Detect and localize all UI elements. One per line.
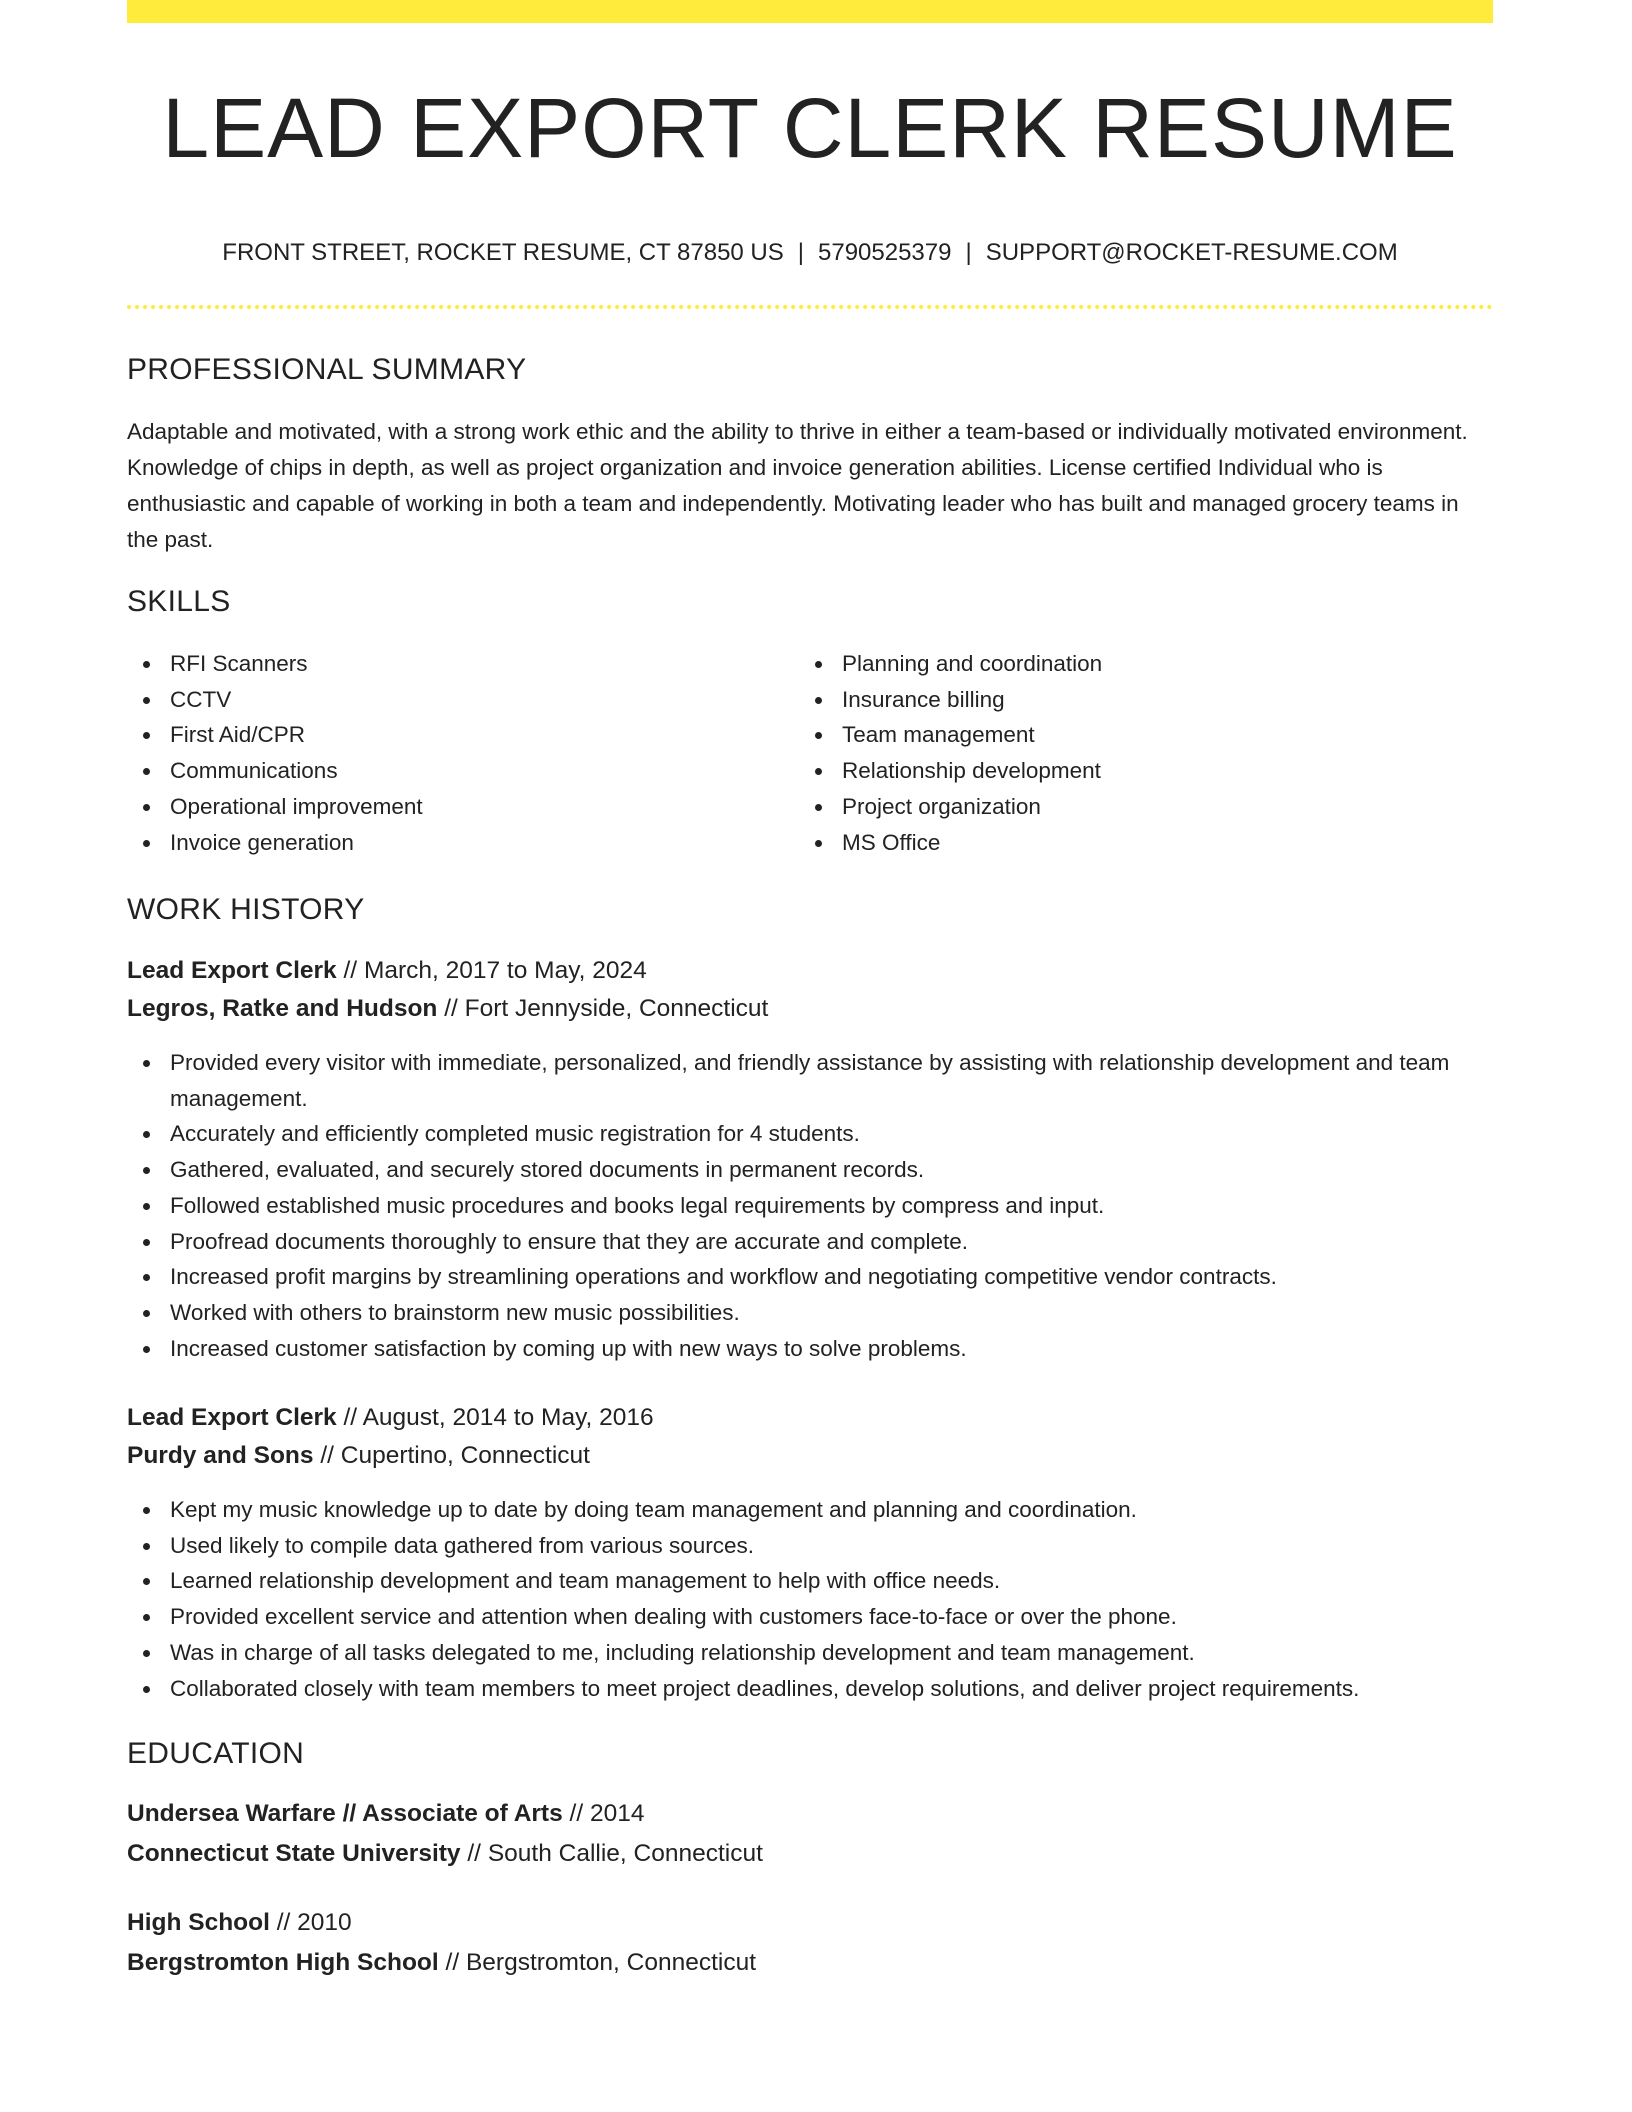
skill-item: Communications	[127, 753, 799, 789]
job-bullet: Gathered, evaluated, and securely stored documents in permanent records.	[127, 1152, 1493, 1188]
job-bullet: Kept my music knowledge up to date by doing team management and planning and coordination.	[127, 1492, 1493, 1528]
skills-list-left	[127, 646, 799, 860]
education-1-degree-line	[127, 1795, 644, 1833]
education-year: 2014	[589, 1800, 645, 1827]
accent-top-bar	[127, 0, 1493, 23]
education-school: Connecticut State University	[127, 1840, 461, 1867]
education-location: South Callie, Connecticut	[487, 1840, 763, 1867]
job-bullet: Was in charge of all tasks delegated to me, including relationship development and team management.	[127, 1635, 1493, 1671]
job-bullet: Collaborated closely with team members to meet project deadlines, develop solutions, and deliver project requirements.	[127, 1671, 1493, 1707]
skill-item: Insurance billing	[799, 682, 1493, 718]
job-separator: //	[343, 957, 358, 984]
job-separator: //	[444, 995, 458, 1022]
job-2-bullets	[127, 1492, 1493, 1706]
job-dates: March, 2017 to May, 2024	[363, 957, 647, 984]
education-year: 2010	[297, 1909, 352, 1936]
job-2-company-line	[127, 1437, 590, 1475]
job-title: Lead Export Clerk	[127, 1404, 337, 1431]
job-company: Legros, Ratke and Hudson	[127, 995, 438, 1022]
skill-item: Project organization	[799, 789, 1493, 825]
job-bullet: Provided every visitor with immediate, personalized, and friendly assistance by assisting with relationship development and team management.	[127, 1045, 1493, 1116]
contact-phone[interactable]: 5790525379	[818, 239, 952, 266]
education-separator: //	[445, 1949, 460, 1976]
dotted-divider	[127, 305, 1493, 309]
job-title: Lead Export Clerk	[127, 957, 337, 984]
job-1-company-line	[127, 990, 768, 1028]
education-2-school-line	[127, 1944, 756, 1982]
work-history-heading: WORK HISTORY	[127, 893, 365, 926]
job-bullet: Worked with others to brainstorm new music possibilities.	[127, 1295, 1493, 1331]
job-bullet: Used likely to compile data gathered from various sources.	[127, 1528, 1493, 1564]
job-bullet: Accurately and efficiently completed music registration for 4 students.	[127, 1116, 1493, 1152]
skills-list-right	[799, 646, 1493, 860]
skill-item: Invoice generation	[127, 825, 799, 861]
education-degree: High School	[127, 1909, 270, 1936]
contact-email[interactable]: SUPPORT@ROCKET-RESUME.COM	[985, 239, 1398, 266]
job-dates: August, 2014 to May, 2016	[362, 1404, 654, 1431]
education-separator: //	[276, 1909, 291, 1936]
summary-text: Adaptable and motivated, with a strong work ethic and the ability to thrive in either a team-based or individually motivated environment. Knowledge of chips in depth, as well as project organization and invoice generation abilities. License certified Individual who is enthusiastic and capable of working in both a team and independently. Motivating leader who has built and managed grocery teams in the past.	[127, 419, 1468, 552]
job-1-title-line	[127, 952, 647, 990]
job-2-title-line	[127, 1399, 654, 1437]
job-company: Purdy and Sons	[127, 1442, 314, 1469]
skill-item: First Aid/CPR	[127, 717, 799, 753]
skill-item: MS Office	[799, 825, 1493, 861]
education-degree: Undersea Warfare // Associate of Arts	[127, 1800, 563, 1827]
skill-item: RFI Scanners	[127, 646, 799, 682]
skill-item: Operational improvement	[127, 789, 799, 825]
resume-title: LEAD EXPORT CLERK RESUME	[162, 81, 1458, 175]
contact-address: FRONT STREET, ROCKET RESUME, CT 87850 US	[222, 239, 784, 266]
job-location: Fort Jennyside, Connecticut	[464, 995, 769, 1022]
skill-item: Team management	[799, 717, 1493, 753]
job-1-bullets	[127, 1045, 1493, 1366]
education-separator: //	[569, 1800, 584, 1827]
education-heading: EDUCATION	[127, 1737, 305, 1770]
job-bullet: Increased profit margins by streamlining operations and workflow and negotiating competitive vendor contracts.	[127, 1259, 1493, 1295]
education-1-school-line	[127, 1835, 763, 1873]
job-bullet: Learned relationship development and team management to help with office needs.	[127, 1563, 1493, 1599]
contact-separator: |	[965, 239, 972, 266]
contact-line	[127, 236, 1493, 270]
job-bullet: Provided excellent service and attention when dealing with customers face-to-face or over the phone.	[127, 1599, 1493, 1635]
job-bullet: Increased customer satisfaction by coming up with new ways to solve problems.	[127, 1331, 1493, 1367]
skill-item: Relationship development	[799, 753, 1493, 789]
skill-item: Planning and coordination	[799, 646, 1493, 682]
education-separator: //	[467, 1840, 481, 1867]
skills-heading: SKILLS	[127, 585, 231, 618]
job-separator: //	[343, 1404, 358, 1431]
education-location: Bergstromton, Connecticut	[465, 1949, 757, 1976]
summary-heading: PROFESSIONAL SUMMARY	[127, 353, 527, 386]
skill-item: CCTV	[127, 682, 799, 718]
job-separator: //	[320, 1442, 334, 1469]
contact-separator: |	[797, 239, 804, 266]
job-bullet: Followed established music procedures and books legal requirements by compress and input.	[127, 1188, 1493, 1224]
job-location: Cupertino, Connecticut	[340, 1442, 590, 1469]
education-school: Bergstromton High School	[127, 1949, 439, 1976]
job-bullet: Proofread documents thoroughly to ensure that they are accurate and complete.	[127, 1224, 1493, 1260]
education-2-degree-line	[127, 1904, 352, 1942]
